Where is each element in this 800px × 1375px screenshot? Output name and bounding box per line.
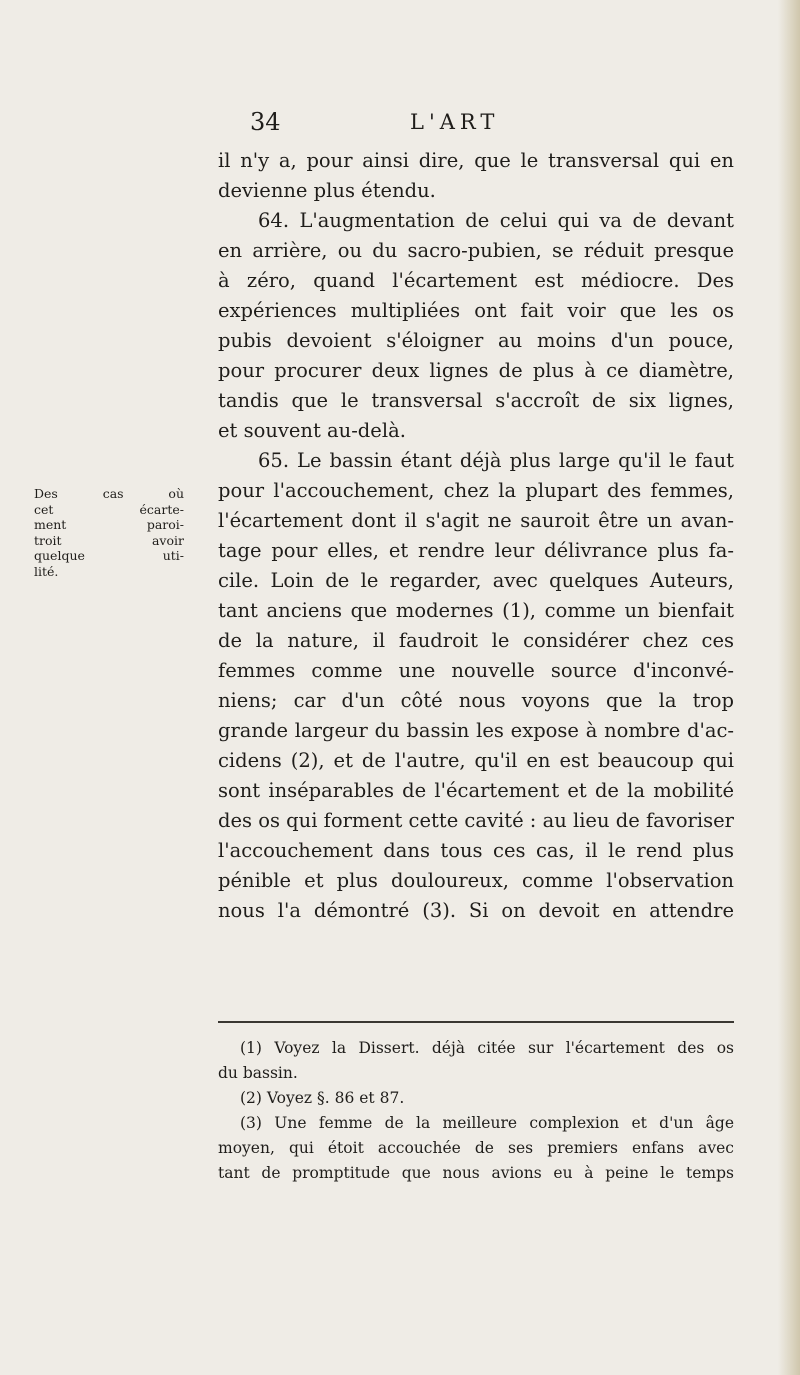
margin-note-line: lité. [34, 563, 59, 579]
footnote-line: du bassin. [218, 1064, 298, 1082]
text-line: pubis devoient s'éloigner au moins d'un pouce, [218, 329, 734, 352]
text-line: nous l'a démontré (3). Si on devoit en attendre [218, 899, 734, 922]
page-edge [778, 0, 800, 1375]
margin-note-line: Des cas où [34, 486, 184, 501]
footnote-line: moyen, qui étoit accouchée de ses premiers enfans avec [218, 1139, 734, 1157]
text-line: et souvent au-delà. [218, 419, 406, 442]
margin-note [34, 486, 184, 579]
text-line: cile. Loin de le regarder, avec quelques Auteurs, [218, 569, 734, 592]
paragraph-64-start: 64. L'augmentation de celui qui va de devant [258, 209, 734, 232]
footnote-1: (1) Voyez la Dissert. déjà citée sur l'écartement des os [240, 1039, 734, 1057]
text-line: pour procurer deux lignes de plus à ce diamètre, [218, 359, 734, 382]
text-line: de la nature, il faudroit le considérer chez ces [218, 629, 734, 652]
page-number: 34 [250, 108, 281, 136]
body-text [218, 146, 734, 926]
footnote-divider [218, 1021, 734, 1023]
text-line: cidens (2), et de l'autre, qu'il en est beaucoup qui [218, 749, 734, 772]
text-line: pour l'accouchement, chez la plupart des femmes, [218, 479, 734, 502]
text-line: femmes comme une nouvelle source d'inconvé- [218, 659, 734, 682]
margin-note-line: quelque uti- [34, 548, 184, 563]
footnote-line: tant de promptitude que nous avions eu à peine le temps [218, 1164, 734, 1182]
margin-note-line: troit avoir [34, 532, 184, 548]
text-line: grande largeur du bassin les expose à nombre d'ac- [218, 719, 734, 742]
text-line: sont inséparables de l'écartement et de la mobilité [218, 779, 734, 802]
text-line: tage pour elles, et rendre leur délivrance plus fa- [218, 539, 734, 562]
text-line: tandis que le transversal s'accroît de six lignes, [218, 389, 734, 412]
text-line: en arrière, ou du sacro-pubien, se réduit presque [218, 239, 734, 262]
margin-note-line: cet écarte- [34, 501, 184, 517]
text-line: des os qui forment cette cavité : au lieu de favoriser [218, 809, 734, 832]
footnotes [218, 1036, 734, 1186]
running-head [250, 108, 770, 144]
footnote-3: (3) Une femme de la meilleure complexion et d'un âge [240, 1114, 734, 1132]
text-line: expériences multipliées ont fait voir que les os [218, 299, 734, 322]
text-line: il n'y a, pour ainsi dire, que le transversal qui en [218, 149, 734, 172]
text-line: à zéro, quand l'écartement est médiocre. Des [218, 269, 734, 292]
text-line: tant anciens que modernes (1), comme un bienfait [218, 599, 734, 622]
footnote-2: (2) Voyez §. 86 et 87. [240, 1089, 405, 1107]
text-line: l'écartement dont il s'agit ne sauroit être un avan- [218, 509, 734, 532]
text-line: l'accouchement dans tous ces cas, il le rend plus [218, 839, 734, 862]
margin-note-line: ment paroi- [34, 517, 184, 532]
text-line: niens; car d'un côté nous voyons que la trop [218, 689, 734, 712]
text-line: devienne plus étendu. [218, 179, 436, 202]
paragraph-65-start: 65. Le bassin étant déjà plus large qu'il le faut [258, 449, 734, 472]
header-title: L'ART [410, 110, 500, 134]
text-line: pénible et plus douloureux, comme l'observation [218, 869, 734, 892]
